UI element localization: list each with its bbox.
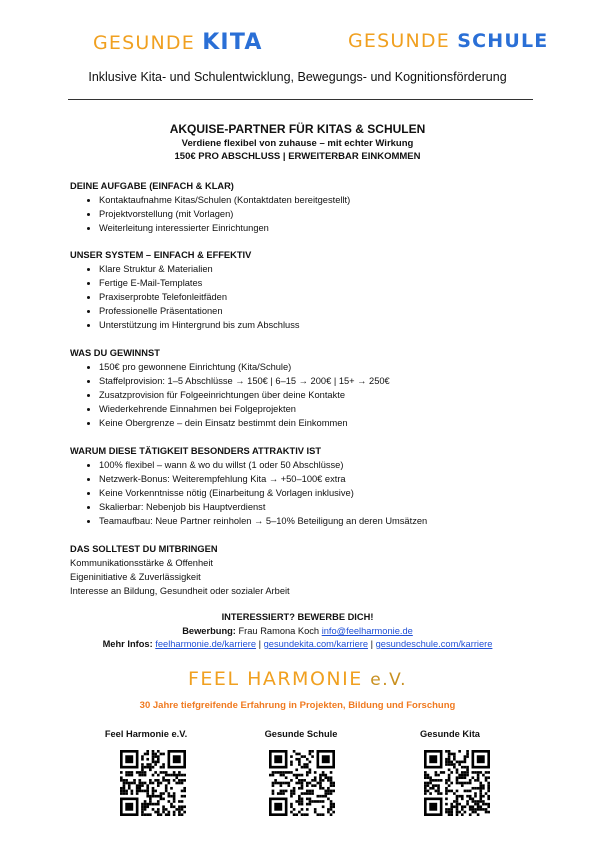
list-item: • Projektvorstellung (mit Vorlagen): [99, 207, 540, 221]
section-heading: WAS DU GEWINNST: [70, 348, 160, 358]
list-item: • Staffelprovision: 1–5 Abschlüsse → 150€ | 6–15 → 200€ | 15+ → 250€: [99, 374, 540, 388]
link-separator: |: [368, 639, 376, 649]
qr-label-schule: Gesunde Schule: [264, 729, 338, 739]
link-separator: |: [256, 639, 264, 649]
list-item: • Keine Vorkenntnisse nötig (Einarbeitung & Vorlagen inklusive): [99, 486, 540, 500]
gesunde-schule-logo: [348, 30, 548, 52]
cta-title: INTERESSIERT? BEWERBE DICH!: [221, 612, 374, 622]
bring-line: Interesse an Bildung, Gesundheit oder sozialer Arbeit: [70, 586, 290, 596]
list-item: • Unterstützung im Hintergrund bis zum Abschluss: [99, 318, 540, 332]
divider: [68, 99, 533, 100]
fh-logo-text: FEEL HARMONIE: [188, 668, 371, 690]
list-item: • Teamaufbau: Neue Partner reinholen → 5–10% Beteiligung an deren Umsätzen: [99, 514, 540, 528]
link-feelharmonie[interactable]: feelharmonie.de/karriere: [155, 639, 257, 649]
subtitle-2: 150€ PRO ABSCHLUSS | ERWEITERBAR EINKOMMEN: [174, 151, 421, 162]
qr-label-kita: Gesunde Kita: [420, 729, 480, 739]
link-gesundekita[interactable]: gesundekita.com/karriere: [263, 639, 369, 649]
list-item: • Keine Obergrenze – dein Einsatz bestimmt dein Einkommen: [99, 416, 540, 430]
info-line: [0, 639, 595, 649]
section-heading: DEINE AUFGABE (EINFACH & KLAR): [70, 181, 234, 191]
list-item: • 100% flexibel – wann & wo du willst (1 oder 50 Abschlüsse): [99, 458, 540, 472]
qr-label-feelharmonie: Feel Harmonie e.V.: [104, 729, 188, 739]
list-item: • Zusatzprovision für Folgeeinrichtungen über deine Kontakte: [99, 388, 540, 402]
qr-code-icon[interactable]: [269, 749, 335, 817]
info-label: Mehr Infos:: [102, 639, 153, 649]
list-item: • Professionelle Präsentationen: [99, 304, 540, 318]
bring-line: Kommunikationsstärke & Offenheit: [70, 558, 213, 568]
list-item: • Skalierbar: Nebenjob bis Hauptverdienst: [99, 500, 540, 514]
apply-name: Frau Ramona Koch: [235, 626, 322, 636]
list-item: • Praxiserprobte Telefonleitfäden: [99, 290, 540, 304]
apply-label: Bewerbung:: [182, 626, 236, 636]
bring-line: Eigeninitiative & Zuverlässigkeit: [70, 572, 201, 582]
feel-harmonie-logo: [0, 668, 595, 690]
qr-code-icon[interactable]: [120, 749, 186, 817]
list-item: • Fertige E-Mail-Templates: [99, 276, 540, 290]
section-attraktiv: [70, 444, 540, 528]
page-title: AKQUISE-PARTNER FÜR KITAS & SCHULEN: [169, 122, 426, 136]
section-heading: WARUM DIESE TÄTIGKEIT BESONDERS ATTRAKTIV IST: [70, 446, 322, 456]
list-item: • Weiterleitung interessierter Einrichtungen: [99, 221, 540, 235]
tagline: Inklusive Kita- und Schulentwicklung, Bewegungs- und Kognitionsförderung: [88, 70, 507, 84]
list-item: • Wiederkehrende Einnahmen bei Folgeprojekten: [99, 402, 540, 416]
logo-schule-text: GESUNDE: [348, 30, 458, 52]
fh-logo-ev: e.V.: [370, 670, 407, 690]
section-aufgabe: [70, 179, 540, 235]
section-heading: UNSER SYSTEM – EINFACH & EFFEKTIV: [70, 250, 252, 260]
qr-code-icon[interactable]: [424, 749, 490, 817]
list-item: • Kontaktaufnahme Kitas/Schulen (Kontaktdaten bereitgestellt): [99, 193, 540, 207]
subtitle-1: Verdiene flexibel von zuhause – mit echter Wirkung: [181, 138, 414, 149]
section-gewinnst: [70, 346, 540, 430]
logo-kita-text: GESUNDE: [93, 32, 203, 54]
link-gesundeschule[interactable]: gesundeschule.com/karriere: [375, 639, 493, 649]
section-system: [70, 248, 540, 332]
apply-line: [0, 626, 595, 636]
apply-email-link[interactable]: info@feelharmonie.de: [321, 626, 413, 636]
footer-tagline: 30 Jahre tiefgreifende Erfahrung in Projekten, Bildung und Forschung: [139, 700, 456, 711]
list-item: • Klare Struktur & Materialien: [99, 262, 540, 276]
logo-schule-accent: SCHULE: [457, 30, 549, 52]
logo-kita-accent: KITA: [202, 30, 263, 55]
list-item: • Netzwerk-Bonus: Weiterempfehlung Kita → +50–100€ extra: [99, 472, 540, 486]
section-mitbringen: [70, 542, 540, 598]
section-heading: DAS SOLLTEST DU MITBRINGEN: [70, 544, 218, 554]
gesunde-kita-logo: [93, 30, 263, 55]
list-item: • 150€ pro gewonnene Einrichtung (Kita/Schule): [99, 360, 540, 374]
